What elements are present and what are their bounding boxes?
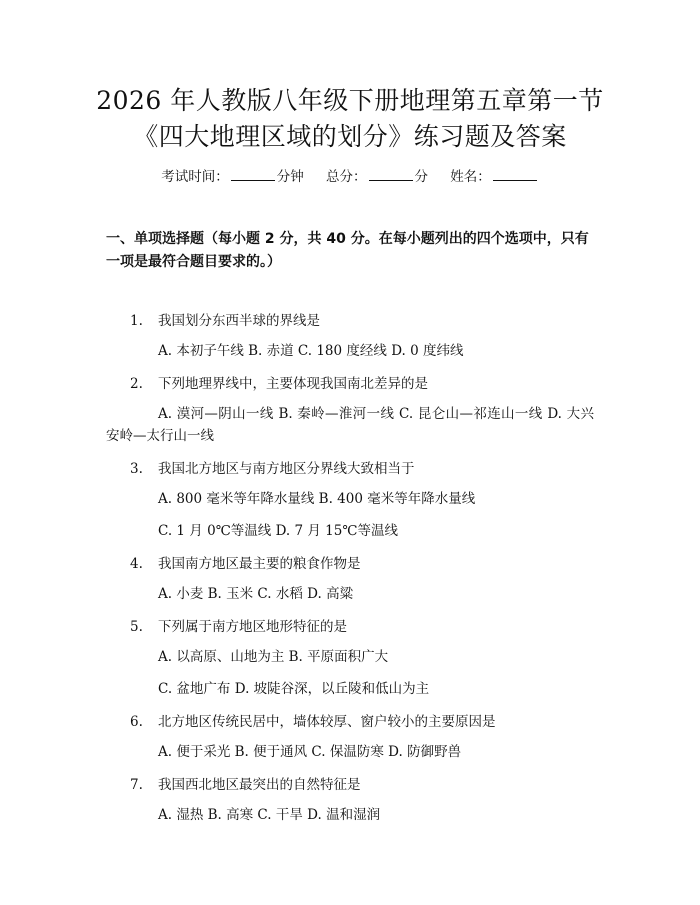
exam-time-blank [231, 168, 275, 181]
question-7 [130, 775, 600, 795]
question-3 [130, 459, 600, 479]
question-number: 5. [130, 619, 143, 635]
total-score-label: 总分： [326, 169, 367, 185]
student-name-label: 姓名： [450, 169, 491, 185]
question-4 [130, 554, 600, 574]
exam-time-label: 考试时间： [161, 169, 229, 185]
question-1-options: A. 本初子午线 B. 赤道 C. 180 度经线 D. 0 度纬线 [158, 343, 464, 359]
question-stem: 下列地理界线中，主要体现我国南北差异的是 [158, 376, 428, 392]
question-stem: 北方地区传统民居中，墙体较厚、窗户较小的主要原因是 [158, 714, 496, 730]
question-7-options: A. 湿热 B. 高寒 C. 干旱 D. 温和湿润 [158, 807, 381, 823]
question-stem: 我国南方地区最主要的粮食作物是 [158, 556, 361, 572]
exam-time-field [161, 167, 304, 187]
question-5-options-line-1: A. 以高原、山地为主 B. 平原面积广大 [158, 649, 389, 665]
question-number: 3. [130, 461, 143, 477]
question-number: 2. [130, 376, 143, 392]
question-5 [130, 617, 600, 637]
question-number: 4. [130, 556, 143, 572]
student-name-field [450, 167, 539, 187]
question-4-options: A. 小麦 B. 玉米 C. 水稻 D. 高粱 [158, 586, 354, 602]
question-3-options-line-2: C. 1 月 0℃等温线 D. 7 月 15℃等温线 [158, 523, 398, 539]
question-number: 6. [130, 714, 143, 730]
question-number: 1. [130, 313, 143, 329]
question-stem: 我国西北地区最突出的自然特征是 [158, 777, 361, 793]
total-score-blank [369, 168, 413, 181]
question-stem: 下列属于南方地区地形特征的是 [158, 619, 347, 635]
section-heading: 一、单项选择题（每小题 2 分，共 40 分。在每小题列出的四个选项中，只有一项是最符合题目要求的。） [106, 231, 589, 270]
document-title-line-1: 2026 年人教版八年级下册地理第五章第一节 [96, 86, 604, 115]
total-score-unit: 分 [414, 169, 428, 185]
question-stem: 我国划分东西半球的界线是 [158, 313, 320, 329]
question-6-options: A. 便于采光 B. 便于通风 C. 保温防寒 D. 防御野兽 [158, 744, 462, 760]
question-3-options-line-1: A. 800 毫米等年降水量线 B. 400 毫米等年降水量线 [158, 491, 476, 507]
question-number: 7. [130, 777, 143, 793]
question-1 [130, 311, 600, 331]
question-5-options-line-2: C. 盆地广布 D. 坡陡谷深，以丘陵和低山为主 [158, 681, 430, 697]
exam-time-unit: 分钟 [276, 169, 304, 185]
question-2-options: A. 漠河—阴山一线 B. 秦岭—淮河一线 C. 昆仑山—祁连山一线 D. 大兴安岭—太行山一线 [106, 406, 594, 444]
question-stem: 我国北方地区与南方地区分界线大致相当于 [158, 461, 415, 477]
document-title-line-2: 《四大地理区域的划分》练习题及答案 [133, 122, 567, 151]
total-score-field [326, 167, 428, 187]
question-2 [130, 374, 600, 394]
question-6 [130, 712, 600, 732]
exam-info-row [0, 167, 700, 187]
student-name-blank [493, 168, 537, 181]
